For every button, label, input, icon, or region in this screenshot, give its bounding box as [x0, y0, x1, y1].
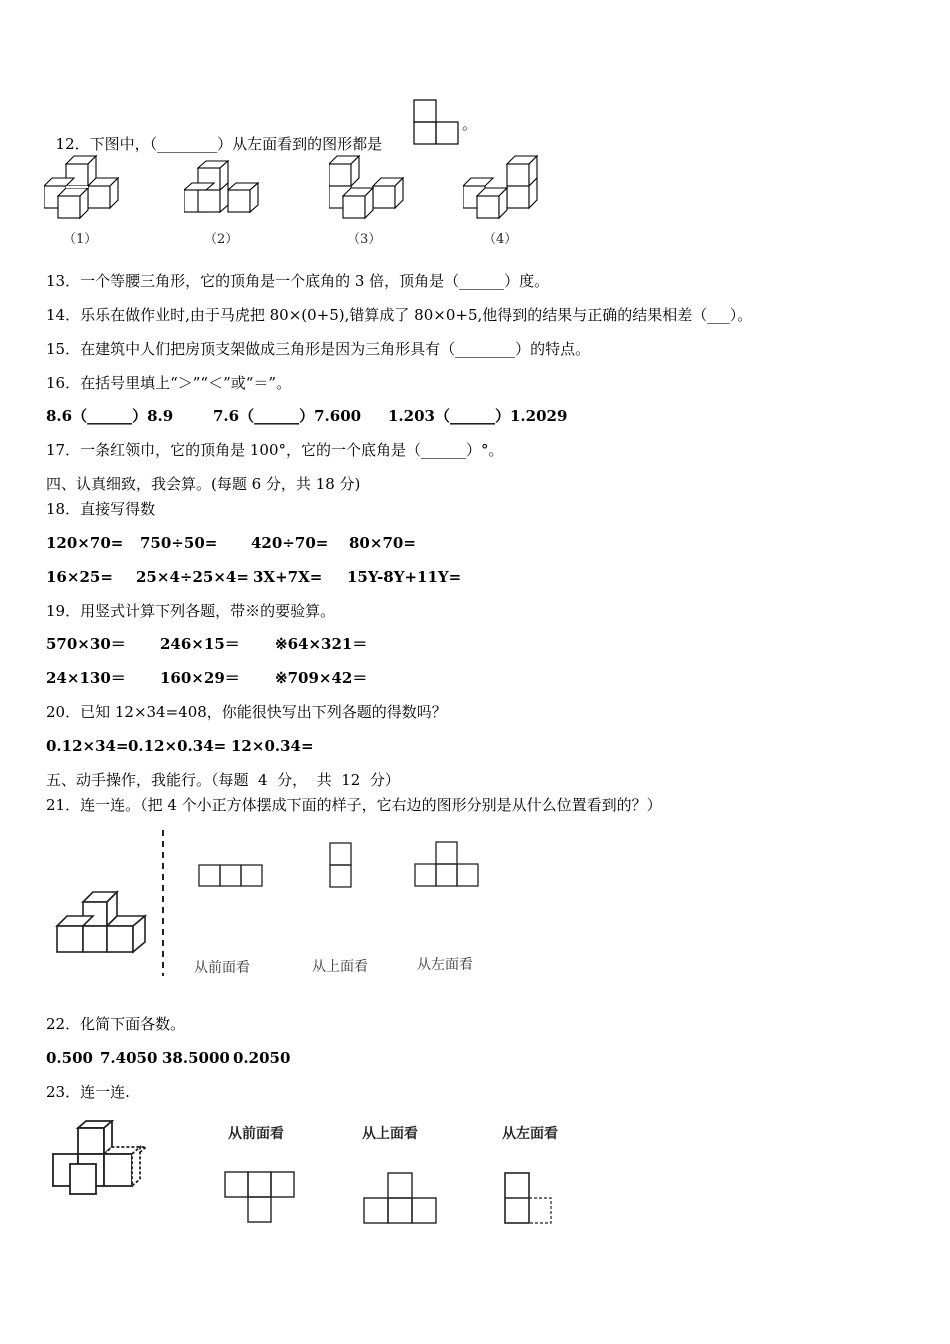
q12-caption-2: （2）	[204, 232, 239, 247]
q12-target-view	[413, 99, 461, 145]
q18-r1-2: 750÷50=	[140, 534, 218, 552]
q20-item-2: 0.12×0.34=	[128, 737, 227, 755]
q18-r1-3: 420÷70=	[251, 534, 329, 552]
q21-label-left: 从左面看	[417, 957, 473, 973]
q12-caption-1: （1）	[63, 232, 98, 247]
q21-text: 21．连一连。（把 4 个小正方体摆成下面的样子，它右边的图形分别是从什么位置看到的？）	[46, 796, 662, 814]
q20-item-1: 0.12×34=	[46, 737, 129, 755]
section5-heading: 五、动手操作，我能行。（每题 4 分， 共 12 分）	[46, 771, 400, 789]
q16-text: 16．在括号里填上“＞”“＜”或“＝”。	[46, 374, 292, 392]
q14-text: 14．乐乐在做作业时,由于马虎把 80×(0+5),错算成了 80×0+5,他得到的结果与正确的结果相差（___）。	[46, 306, 753, 324]
q22-item-4: 0.2050	[233, 1049, 291, 1067]
q17-text: 17．一条红领巾，它的顶角是 100°，它的一个底角是（______）°。	[46, 441, 504, 459]
q22-item-2: 7.4050	[100, 1049, 158, 1067]
q12-line	[46, 114, 382, 154]
q16-item-1: 8.6（______）8.9	[46, 407, 174, 425]
q21-view-left	[414, 841, 484, 889]
q19-text: 19．用竖式计算下列各题，带※的要验算。	[46, 602, 336, 620]
q19-r2-3: ※709×42＝	[275, 669, 368, 687]
q21-view-front	[198, 863, 266, 889]
q18-r2-2: 25×4÷25×4=	[136, 568, 249, 586]
q23-view-top	[363, 1171, 439, 1227]
q16-item-2: 7.6（______）7.600	[213, 407, 362, 425]
q20-item-3: 12×0.34=	[231, 737, 314, 755]
q18-r1-1: 120×70=	[46, 534, 124, 552]
q18-r2-1: 16×25=	[46, 568, 113, 586]
q18-r2-4: 15Y-8Y+11Y=	[347, 568, 462, 586]
q22-item-3: 38.5000	[162, 1049, 230, 1067]
q19-r2-2: 160×29＝	[160, 669, 240, 687]
q18-r2-3: 3X+7X=	[253, 568, 323, 586]
q23-solid	[50, 1120, 165, 1200]
q13-text: 13．一个等腰三角形，它的顶角是一个底角的 3 倍，顶角是（______）度。	[46, 272, 550, 290]
q20-text: 20．已知 12×34=408，你能很快写出下列各题的得数吗？	[46, 703, 447, 721]
q12-figure-1	[44, 155, 124, 221]
q19-r1-2: 246×15＝	[160, 635, 240, 653]
q16-item-3: 1.203（______）1.2029	[388, 407, 568, 425]
q12-figure-3	[329, 155, 409, 221]
q18-text: 18．直接写得数	[46, 500, 156, 518]
q21-view-top	[328, 842, 354, 890]
q22-item-1: 0.500	[46, 1049, 93, 1067]
q22-text: 22．化简下面各数。	[46, 1015, 186, 1033]
q19-r1-1: 570×30＝	[46, 635, 126, 653]
q12-caption-4: （4）	[483, 232, 518, 247]
q23-view-front	[224, 1170, 298, 1226]
q21-label-top: 从上面看	[312, 959, 368, 975]
q19-r1-3: ※64×321＝	[275, 635, 368, 653]
q12-figure-2	[184, 160, 264, 222]
q18-r1-4: 80×70=	[349, 534, 416, 552]
q12-text: 12．下图中，（________）从左面看到的图形都是	[55, 135, 383, 153]
q23-label-top: 从上面看	[362, 1126, 418, 1142]
q12-caption-3: （3）	[347, 232, 382, 247]
q19-r2-1: 24×130＝	[46, 669, 126, 687]
q12-figure-4	[463, 155, 543, 221]
q21-divider	[160, 830, 166, 976]
q23-view-left	[503, 1171, 555, 1227]
q12-end: 。	[462, 115, 478, 133]
q21-solid	[53, 886, 149, 958]
q23-label-left: 从左面看	[502, 1126, 558, 1142]
q23-label-front: 从前面看	[228, 1126, 284, 1142]
section4-heading: 四、认真细致，我会算。(每题 6 分，共 18 分)	[46, 475, 361, 493]
q21-label-front: 从前面看	[194, 960, 250, 976]
q23-text: 23．连一连.	[46, 1083, 130, 1101]
q15-text: 15．在建筑中人们把房顶支架做成三角形是因为三角形具有（________）的特点。	[46, 340, 591, 358]
